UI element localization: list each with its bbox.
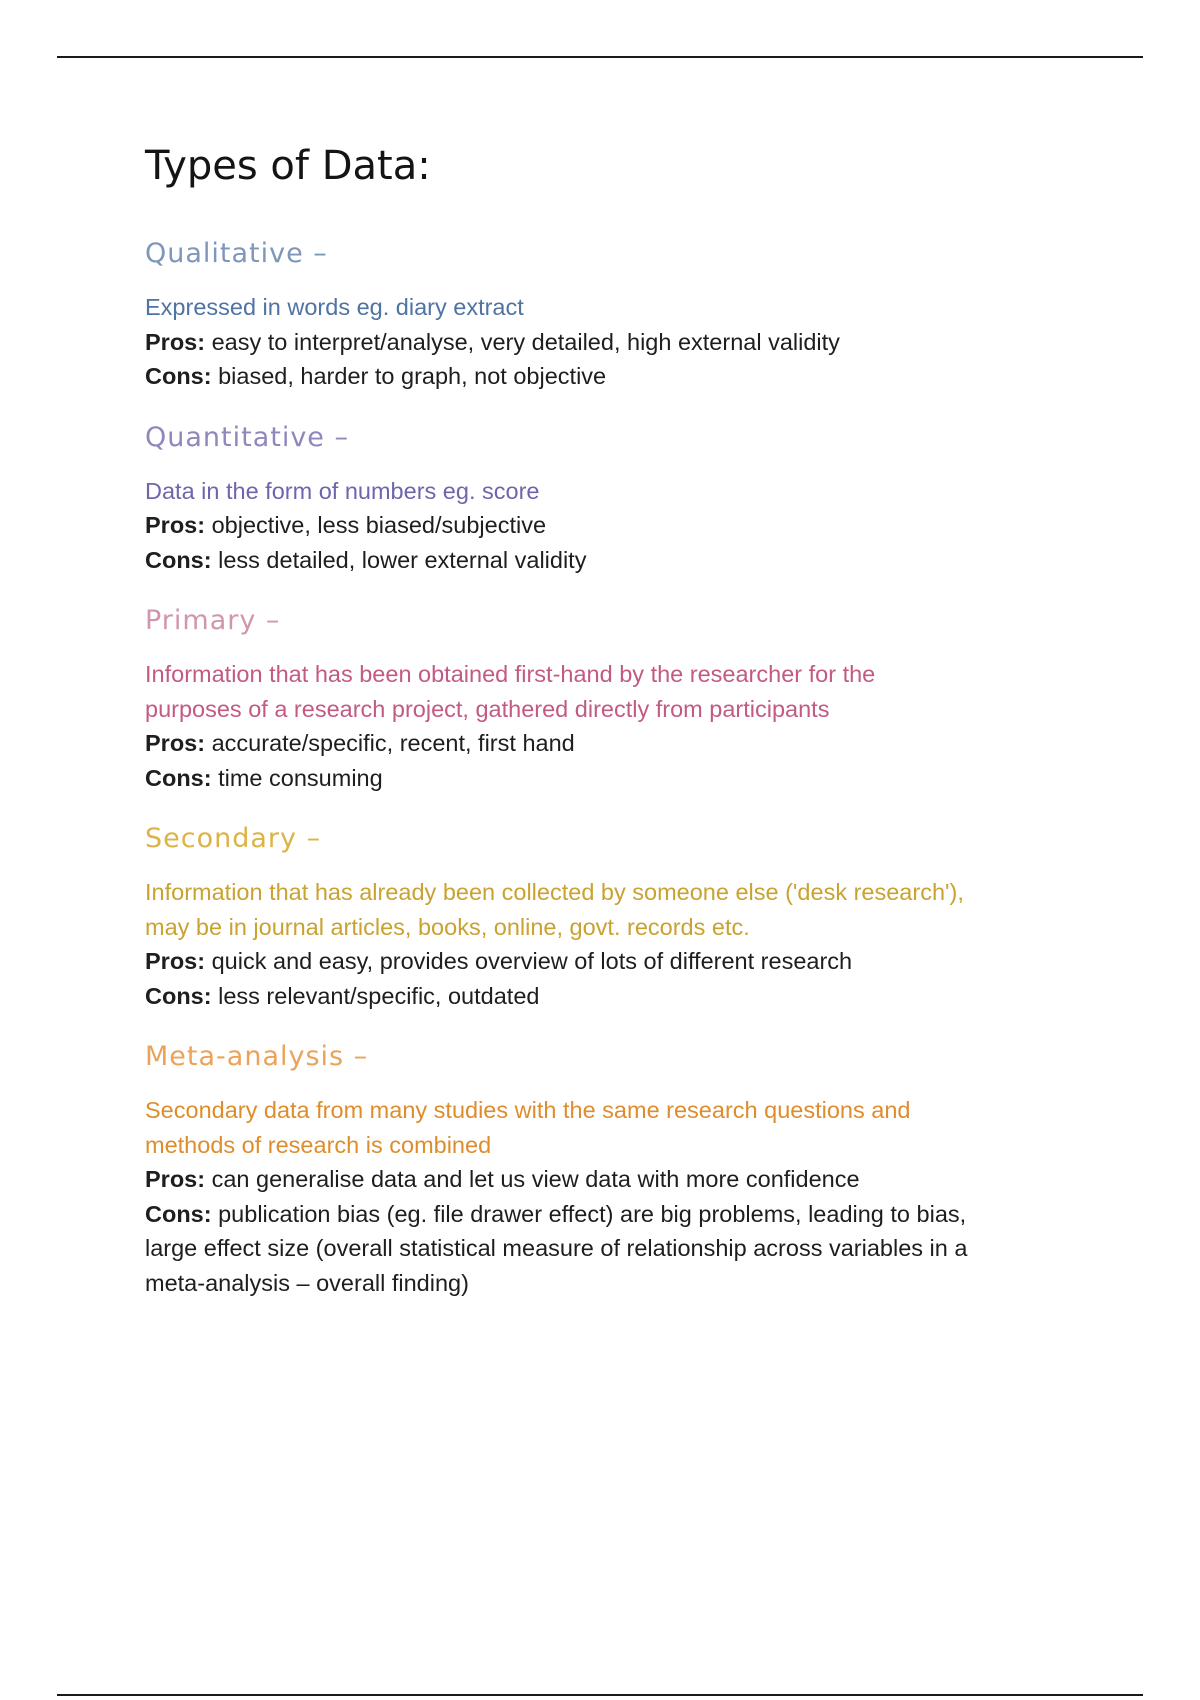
section-description: purposes of a research project, gathered directly from participants <box>145 695 830 722</box>
cons-text: publication bias (eg. file drawer effect) are big problems, leading to bias, <box>218 1200 967 1227</box>
pros-label: Pros: <box>145 730 206 756</box>
pros-text: accurate/specific, recent, first hand <box>211 730 575 756</box>
pros-line <box>145 508 1075 543</box>
pros-text: easy to interpret/analyse, very detailed, high external validity <box>211 328 840 355</box>
cons-text: biased, harder to graph, not objective <box>218 363 607 389</box>
section-qualitative <box>145 236 1075 394</box>
cons-text: less detailed, lower external validity <box>218 546 587 573</box>
section-heading: Quantitative – <box>145 421 350 453</box>
cons-line <box>145 979 1075 1014</box>
section-primary <box>145 603 1075 795</box>
pros-text: can generalise data and let us view data with more confidence <box>211 1166 860 1192</box>
cons-label: Cons: <box>145 546 212 573</box>
pros-label: Pros: <box>145 512 206 538</box>
pros-label: Pros: <box>145 948 206 974</box>
section-heading: Qualitative – <box>145 238 328 269</box>
pros-line <box>145 944 1075 979</box>
section-description: Information that has already been collected by someone else ('desk research'), <box>145 879 964 905</box>
pros-line <box>145 325 1075 360</box>
section-description: methods of research is combined <box>145 1131 492 1158</box>
pros-label: Pros: <box>145 1166 206 1192</box>
cons-line <box>145 543 1075 578</box>
pros-text: quick and easy, provides overview of lots of different research <box>211 948 853 974</box>
pros-line <box>145 726 1075 761</box>
cons-line <box>145 761 1075 796</box>
cons-text: time consuming <box>218 764 383 791</box>
section-description: Secondary data from many studies with the same research questions and <box>145 1097 911 1123</box>
section-heading: Primary – <box>145 605 281 636</box>
cons-label: Cons: <box>145 982 212 1009</box>
section-description: may be in journal articles, books, online, govt. records etc. <box>145 913 750 940</box>
cons-continued: meta-analysis – overall finding) <box>145 1269 469 1296</box>
section-description: Data in the form of numbers eg. score <box>145 477 540 504</box>
section-meta-analysis <box>145 1039 1075 1300</box>
section-secondary <box>145 821 1075 1013</box>
section-quantitative <box>145 420 1075 578</box>
top-rule <box>57 56 1143 58</box>
page-title: Types of Data: <box>145 143 431 189</box>
section-description: Expressed in words eg. diary extract <box>145 294 524 320</box>
section-heading: Meta-analysis – <box>145 1041 369 1072</box>
pros-line <box>145 1162 1075 1197</box>
cons-text: less relevant/specific, outdated <box>218 982 540 1009</box>
document-body <box>145 140 1075 1326</box>
bottom-rule <box>57 1694 1143 1696</box>
pros-label: Pros: <box>145 328 206 355</box>
cons-continued: large effect size (overall statistical measure of relationship across variables in a <box>145 1235 968 1261</box>
cons-line <box>145 1197 1075 1232</box>
pros-text: objective, less biased/subjective <box>211 512 547 538</box>
cons-label: Cons: <box>145 363 212 389</box>
cons-label: Cons: <box>145 1200 212 1227</box>
section-heading: Secondary – <box>145 823 322 854</box>
section-description: Information that has been obtained first-hand by the researcher for the <box>145 661 876 687</box>
cons-line <box>145 359 1075 394</box>
cons-label: Cons: <box>145 764 212 791</box>
